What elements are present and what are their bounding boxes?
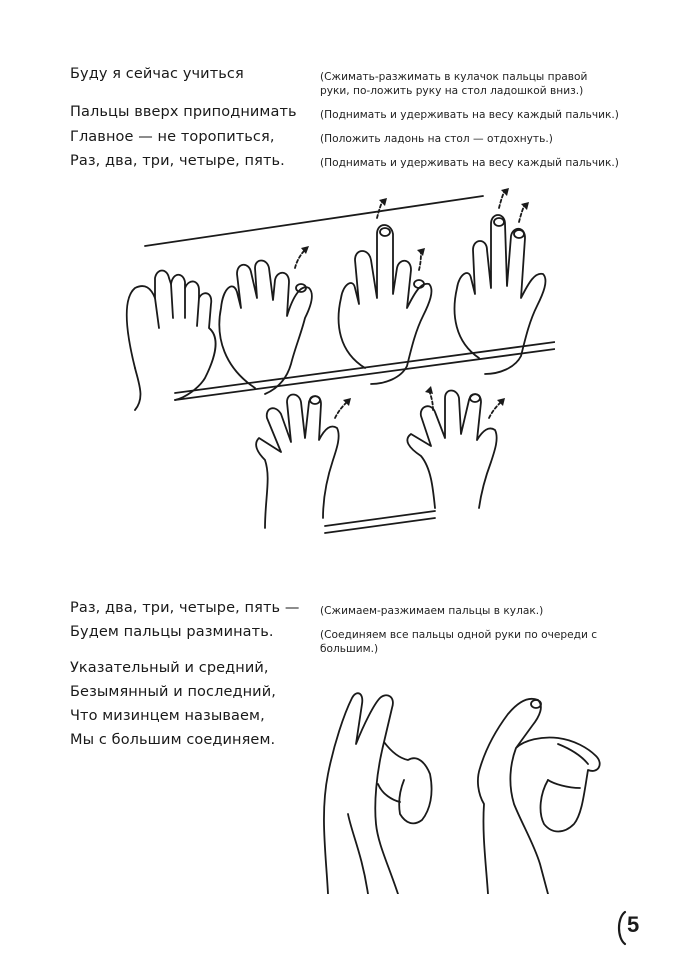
verse-line-9: Что мизинцем называем, xyxy=(70,708,265,724)
verse-line-1: Буду я сейчас учиться xyxy=(70,66,244,82)
instruction-note-3: (Положить ладонь на стол — отдохнуть.) xyxy=(320,133,553,145)
instruction-note-4: (Поднимать и удерживать на весу каждый пальчик.) xyxy=(320,157,619,169)
verse-line-5: Раз, два, три, четыре, пять — xyxy=(70,600,300,616)
page-number xyxy=(615,908,649,948)
instruction-note-1: (Сжимать-разжимать в кулачок пальцы правой руки, по-ложить руку на стол ладошкой вниз.) xyxy=(320,71,588,97)
verse-line-6: Будем пальцы разминать. xyxy=(70,624,274,640)
finger-touch-illustration xyxy=(318,684,618,894)
hand-fingers-lifted-icon xyxy=(407,386,505,508)
finger-thumb-circle-hand-icon xyxy=(324,693,432,894)
hands-on-table-illustration xyxy=(115,188,555,548)
hand-fingers-raised-icon xyxy=(455,188,546,374)
verse-line-2: Пальцы вверх приподнимать xyxy=(70,104,297,120)
verse-line-7: Указательный и средний, xyxy=(70,660,269,676)
verse-line-3: Главное — не торопиться, xyxy=(70,129,275,145)
instruction-note-5: (Сжимаем-разжимаем пальцы в кулак.) xyxy=(320,605,544,617)
verse-line-4: Раз, два, три, четыре, пять. xyxy=(70,153,285,169)
fingers-pinch-hand-icon xyxy=(478,699,600,894)
hand-thumb-raised-icon xyxy=(219,246,312,394)
verse-line-8: Безымянный и последний, xyxy=(70,684,276,700)
instruction-note-2: (Поднимать и удерживать на весу каждый пальчик.) xyxy=(320,109,619,121)
verse-line-10: Мы с большим соединяем. xyxy=(70,732,276,748)
instruction-note-6: (Соединяем все пальцы одной руки по очереди с большим.) xyxy=(320,629,598,655)
hand-index-raised-icon xyxy=(339,198,432,384)
hand-fingers-spread-icon xyxy=(256,395,351,529)
page-number-text: 5 xyxy=(627,912,640,937)
